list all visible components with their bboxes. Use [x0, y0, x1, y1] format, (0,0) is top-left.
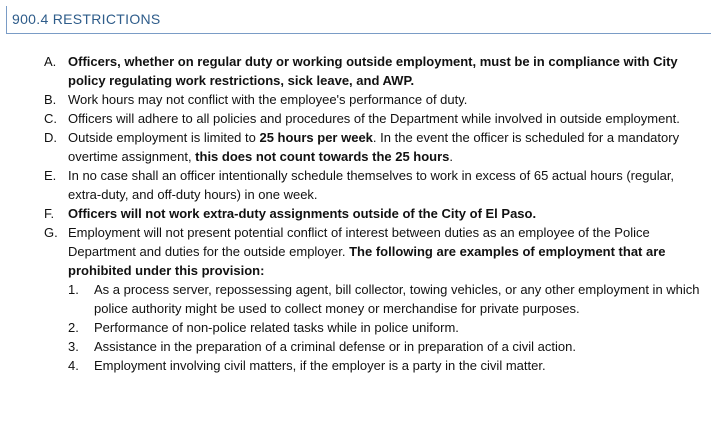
section-header [6, 6, 711, 34]
sublist-marker: 2. [68, 320, 79, 335]
list-item-a [44, 52, 704, 90]
list-item-text: Officers will not work extra-duty assignments outside of the City of El Paso. [68, 206, 537, 221]
sublist-item-text: As a process server, repossessing agent, bill collector, towing vehicles, or any other employment in which police authority might be used to collect money or merchandise for private purposes. [94, 282, 700, 316]
list-item-text: . In the event the officer is scheduled for a mandatory overtime assignment, [68, 130, 680, 164]
list-item-e [44, 166, 704, 204]
list-marker: F. [44, 206, 55, 221]
sublist-item [68, 318, 704, 337]
section-title: 900.4 RESTRICTIONS [12, 11, 161, 27]
list-item-f [44, 204, 704, 223]
sublist-item-text: Assistance in the preparation of a criminal defense or in preparation of a civil action. [94, 339, 576, 354]
bold-text: this does not count towards the 25 hours [195, 149, 450, 164]
sublist [68, 280, 704, 375]
sublist-marker: 1. [68, 282, 79, 297]
list-marker: C. [44, 111, 57, 126]
sublist-item [68, 337, 704, 356]
list-marker: G. [44, 225, 58, 240]
list-item-text: Outside employment is limited to [68, 130, 260, 145]
sublist-marker: 3. [68, 339, 79, 354]
list-item-text: Officers, whether on regular duty or working outside employment, must be in compliance with City policy regulating work restrictions, sick leave, and AWP. [68, 54, 678, 88]
list-item-text: . [449, 149, 454, 164]
sublist-marker: 4. [68, 358, 79, 373]
sublist-item-text: Performance of non-police related tasks while in police uniform. [94, 320, 459, 335]
list-item-b [44, 90, 704, 109]
list-item-text: Employment will not present potential conflict of interest between duties as an employee of the Police Department and duties for the outside employer. [68, 225, 650, 259]
bold-text: 25 hours per week [259, 130, 373, 145]
list-marker: A. [44, 54, 57, 69]
list-marker: E. [44, 168, 57, 183]
list-marker: D. [44, 130, 57, 145]
sublist-item-text: Employment involving civil matters, if the employer is a party in the civil matter. [94, 358, 546, 373]
list-item-text: In no case shall an officer intentionally schedule themselves to work in excess of 65 actual hours (regular, extra-duty, and off-duty hours) in one week. [68, 168, 675, 202]
sublist-item [68, 280, 704, 318]
restrictions-list [44, 52, 704, 375]
list-item-text: Work hours may not conflict with the employee's performance of duty. [68, 92, 468, 107]
list-item-text: Officers will adhere to all policies and procedures of the Department while involved in outside employment. [68, 111, 680, 126]
list-marker: B. [44, 92, 57, 107]
list-item-c [44, 109, 704, 128]
list-item-d [44, 128, 704, 166]
bold-text: The following are examples of employment that are prohibited under this provision: [68, 244, 666, 278]
list-item-g [44, 223, 704, 375]
sublist-item [68, 356, 704, 375]
